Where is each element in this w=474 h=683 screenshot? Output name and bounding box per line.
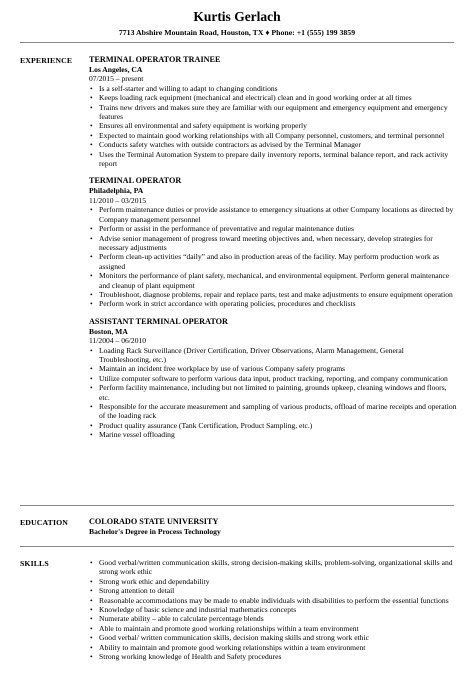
skills-list	[89, 558, 457, 661]
list-item: • Able to maintain and promote good working relationships within a team environment	[89, 624, 457, 633]
job-title: TERMINAL OPERATOR TRAINEE	[89, 55, 221, 64]
list-item: • Perform maintenance duties or provide assistance to emergency situations at other Company locations as directed by Company management personnel	[89, 205, 457, 224]
list-item: • Perform facility maintenance, including but not limited to painting, grounds upkeep, cleaning windows and floors, etc.	[89, 383, 457, 402]
list-item: • Good verbal/written communication skills, strong decision-making skills, problem-solving, organizational skills and strong work ethic	[89, 558, 457, 577]
list-item: • Good verbal/ written communication skills, decision making skills and strong work ethic	[89, 633, 457, 642]
job-dates: 07/2015 – present	[89, 74, 144, 84]
list-item: • Knowledge of basic science and industrial mathematics concepts	[89, 605, 457, 614]
school-name: COLORADO STATE UNIVERSITY	[89, 517, 219, 526]
education-section	[89, 517, 457, 536]
list-item: • Loading Rack Surveillance (Driver Certification, Driver Observations, Alarm Management, General Troubleshooting, etc.)	[89, 346, 457, 365]
list-item: • Numerate ability – able to calculate percentage blends	[89, 614, 457, 623]
job-location: Los Angeles, CA	[89, 65, 143, 74]
list-item: • Perform work in strict accordance with operating policies, procedures and checklists	[89, 299, 457, 308]
skills-section	[89, 558, 457, 661]
list-item: • Troubleshoot, diagnose problems, repair and replace parts, test and make adjustments to ensure equipment operation	[89, 290, 457, 299]
list-item: • Utilize computer software to perform various data input, product tracking, reporting, and company communication	[89, 374, 457, 383]
job-entry	[89, 317, 457, 440]
job-bullets	[89, 346, 457, 440]
skills-label: SKILLS	[20, 559, 49, 568]
list-item: • Expected to maintain good working relationships with all Company personnel, customers, and terminal personnel	[89, 131, 457, 140]
list-item: • Perform clean-up activities “daily” and also in production areas of the facility. May perform production work as assigned	[89, 252, 457, 271]
contact-line: 7713 Abshire Mountain Road, Houston, TX ♦ Phone: +1 (555) 199 3859	[118, 28, 356, 37]
candidate-name: Kurtis Gerlach	[193, 9, 281, 24]
experience-section	[89, 55, 457, 440]
header-divider	[20, 42, 454, 43]
list-item: • Product quality assurance (Tank Certification, Product Sampling, etc.)	[89, 421, 457, 430]
degree: Bachelor's Degree in Process Technology	[89, 527, 221, 536]
section-divider	[20, 546, 454, 547]
list-item: • Marine vessel offloading	[89, 430, 457, 439]
list-item: • Responsible for the accurate measurement and sampling of various products, offload of marine receipts and operation of the loading rack	[89, 402, 457, 421]
list-item: • Uses the Terminal Automation System to prepare daily inventory reports, terminal balance report, and rack activity report	[89, 150, 457, 169]
list-item: • Strong attention to detail	[89, 586, 457, 595]
job-location: Boston, MA	[89, 326, 128, 336]
list-item: • Keeps loading rack equipment (mechanical and electrical) clean and in good working order at all times	[89, 93, 457, 102]
job-location: Philadelphia, PA	[89, 186, 144, 196]
list-item: • Strong working knowledge of Health and Safety procedures	[89, 652, 457, 661]
experience-label: EXPERIENCE	[20, 56, 73, 65]
job-bullets	[89, 84, 457, 169]
section-divider	[20, 505, 454, 506]
job-bullets	[89, 205, 457, 308]
job-dates: 11/2010 – 03/2015	[89, 195, 147, 205]
list-item: • Trains new drivers and makes sure they are familiar with our equipment and emergency equipment and emergency features	[89, 103, 457, 122]
job-entry	[89, 55, 457, 168]
job-title: ASSISTANT TERMINAL OPERATOR	[89, 316, 228, 326]
list-item: • Is a self-starter and willing to adapt to changing conditions	[89, 84, 457, 93]
list-item: • Monitors the performance of plant safety, mechanical, and environmental equipment. Perform general maintenance and cleanup of plant equipment	[89, 271, 457, 290]
job-entry	[89, 176, 457, 308]
job-title: TERMINAL OPERATOR	[89, 176, 182, 186]
list-item: • Advise senior management of progress toward meeting objectives and, when necessary, develop strategies for necessary adjustments	[89, 234, 457, 253]
list-item: • Reasonable accommodations may be made to enable individuals with disabilities to perform the essential functions	[89, 596, 457, 605]
list-item: • Perform or assist in the performance of preventative and regular maintenance duties	[89, 224, 457, 233]
job-dates: 11/2004 – 06/2010	[89, 336, 147, 346]
list-item: • Ensures all environmental and safety equipment is working properly	[89, 121, 457, 130]
list-item: • Strong work ethic and dependability	[89, 577, 457, 586]
education-label: EDUCATION	[20, 518, 68, 527]
list-item: • Maintain an incident free workplace by use of various Company safety programs	[89, 364, 457, 373]
list-item: • Conducts safety watches with outside contractors as advised by the Terminal Manager	[89, 140, 457, 149]
list-item: • Ability to maintain and promote good working relationships within a team environment	[89, 643, 457, 652]
